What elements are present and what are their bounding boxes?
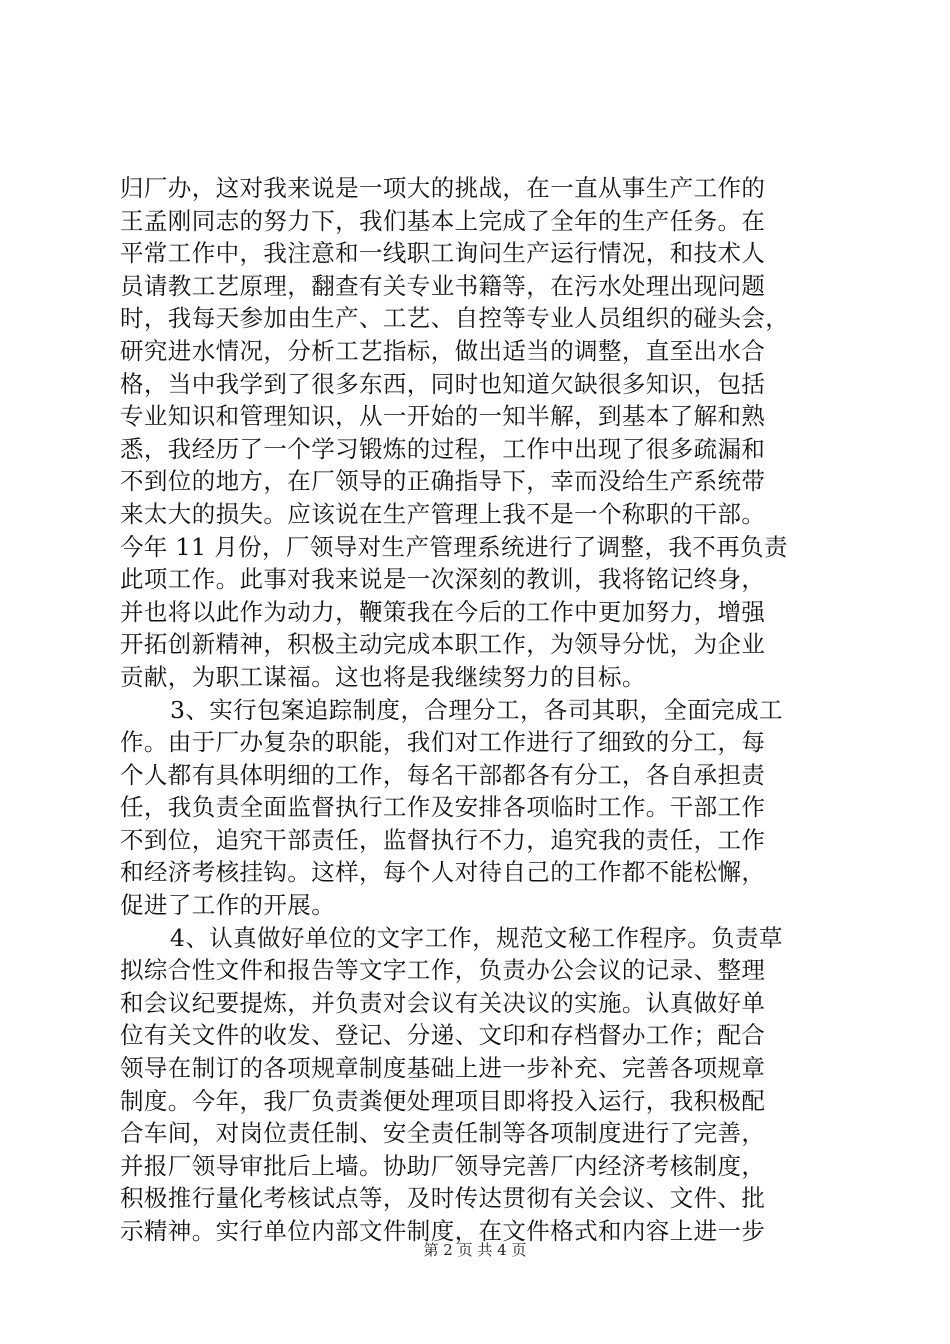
- page-footer: 第 2 页 共 4 页: [423, 1241, 527, 1259]
- text-line: 时，我每天参加由生产、工艺、自控等专业人员组织的碰头会，: [120, 304, 790, 333]
- text-line: 个人都有具体明细的工作，每名干部都各有分工，各自承担责: [120, 760, 766, 789]
- text-line: 今年 11 月份，厂领导对生产管理系统进行了调整，我不再负责: [120, 532, 788, 561]
- text-line: 和经济考核挂钩。这样，每个人对待自己的工作都不能松懈，: [120, 858, 766, 887]
- text-line: 领导在制订的各项规章制度基础上进一步补充、完善各项规章: [120, 1054, 766, 1083]
- text-line: 位有关文件的收发、登记、分递、文印和存档督办工作；配合: [120, 1021, 766, 1050]
- text-line: 开拓创新精神，积极主动完成本职工作，为领导分忧，为企业: [120, 630, 766, 659]
- text-line: 归厂办，这对我来说是一项大的挑战，在一直从事生产工作的: [120, 174, 766, 202]
- text-line: 王孟刚同志的努力下，我们基本上完成了全年的生产任务。在: [120, 206, 766, 235]
- text-line: 促进了工作的开展。: [120, 891, 336, 920]
- text-line: 并也将以此作为动力，鞭策我在今后的工作中更加努力，增强: [120, 597, 766, 626]
- text-line: 研究进水情况，分析工艺指标，做出适当的调整，直至出水合: [120, 336, 766, 365]
- text-line: 并报厂领导审批后上墙。协助厂领导完善厂内经济考核制度，: [120, 1151, 766, 1180]
- text-line: 来太大的损失。应该说在生产管理上我不是一个称职的干部。: [120, 499, 766, 528]
- text-line: 专业知识和管理知识，从一开始的一知半解，到基本了解和熟: [120, 402, 766, 431]
- text-line: 贡献，为职工谋福。这也将是我继续努力的目标。: [120, 662, 646, 691]
- text-line: 悉，我经历了一个学习锻炼的过程，工作中出现了很多疏漏和: [120, 434, 766, 463]
- text-line: 不到位的地方，在厂领导的正确指导下，幸而没给生产系统带: [120, 467, 766, 496]
- text-line: 不到位，追究干部责任，监督执行不力，追究我的责任，工作: [120, 825, 766, 854]
- text-line: 此项工作。此事对我来说是一次深刻的教训，我将铭记终身，: [120, 565, 766, 594]
- text-line: 平常工作中，我注意和一线职工询问生产运行情况，和技术人: [120, 239, 766, 268]
- text-line: 拟综合性文件和报告等文字工作，负责办公会议的记录、整理: [120, 956, 766, 985]
- text-line: 格，当中我学到了很多东西，同时也知道欠缺很多知识，包括: [120, 369, 766, 398]
- text-line: 3、实行包案追踪制度，合理分工，各司其职，全面完成工: [170, 695, 783, 724]
- text-line: 合车间，对岗位责任制、安全责任制等各项制度进行了完善，: [120, 1119, 766, 1148]
- text-line: 积极推行量化考核试点等，及时传达贯彻有关会议、文件、批: [120, 1184, 766, 1213]
- text-line: 作。由于厂办复杂的职能，我们对工作进行了细致的分工，每: [120, 728, 766, 757]
- text-line: 4、认真做好单位的文字工作，规范文秘工作程序。负责草: [170, 923, 783, 952]
- text-line: 和会议纪要提炼，并负责对会议有关决议的实施。认真做好单: [120, 988, 766, 1017]
- text-line: 示精神。实行单位内部文件制度，在文件格式和内容上进一步: [120, 1217, 766, 1245]
- text-line: 任，我负责全面监督执行工作及安排各项临时工作。干部工作: [120, 793, 766, 822]
- text-line: 制度。今年，我厂负责粪便处理项目即将投入运行，我积极配: [120, 1086, 766, 1115]
- text-line: 员请教工艺原理，翻查有关专业书籍等，在污水处理出现问题: [120, 271, 766, 300]
- document-body: [120, 172, 832, 1248]
